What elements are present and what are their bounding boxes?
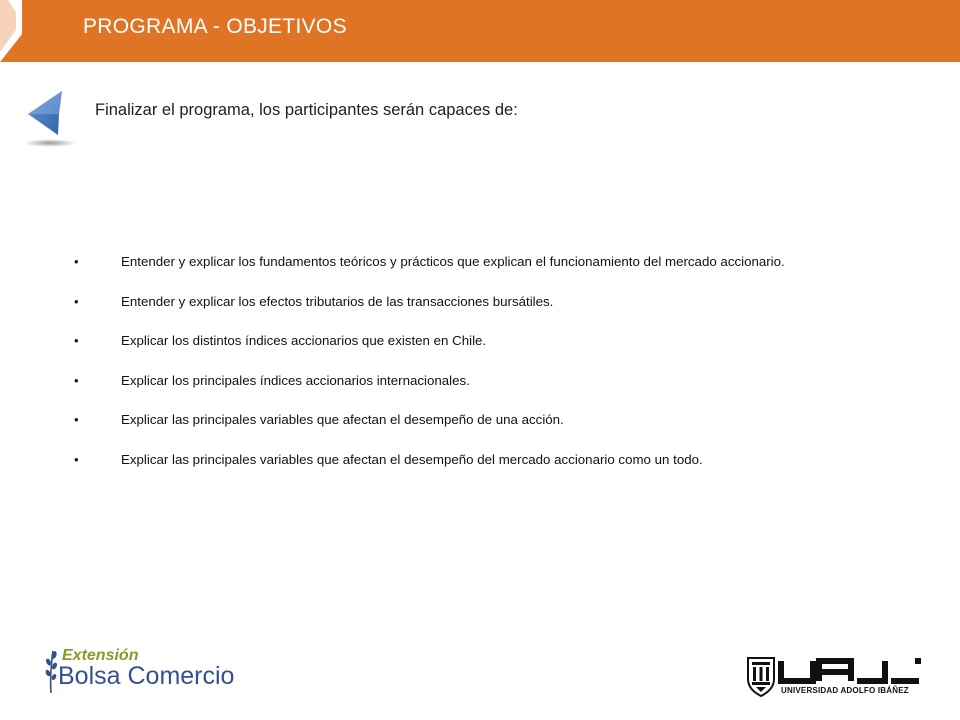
objective-text: Explicar los principales índices accionarios internacionales. — [121, 372, 470, 388]
bullet: • — [74, 293, 79, 309]
uai-caption: UNIVERSIDAD ADOLFO IBÁÑEZ — [781, 686, 909, 695]
objective-text: Explicar las principales variables que afectan el desempeño del mercado accionario como un todo. — [121, 451, 703, 467]
bullet: • — [74, 333, 79, 349]
logo-line-1: Extensión — [62, 647, 139, 664]
logo-line-2: Bolsa Comercio — [58, 662, 235, 690]
uai-logo — [747, 655, 923, 699]
objective-text: Entender y explicar los fundamentos teóricos y prácticos que explican el funcionamiento del mercado accionario. — [121, 254, 785, 269]
objective-text: Explicar las principales variables que afectan el desempeño de una acción. — [121, 412, 564, 428]
bullet: • — [74, 254, 79, 269]
extension-bolsa-comercio-logo — [44, 645, 249, 695]
list-item — [74, 294, 934, 334]
objectives-list — [74, 254, 934, 492]
list-item — [74, 373, 934, 413]
bullet: • — [74, 412, 79, 428]
sprig-icon — [44, 649, 58, 693]
list-item — [74, 254, 934, 294]
intro-text: Finalizar el programa, los participantes serán capaces de: — [95, 101, 518, 119]
bullet: • — [74, 372, 79, 388]
blue-arrow-icon — [22, 88, 80, 150]
bullet: • — [74, 451, 79, 467]
objective-text: Explicar los distintos índices accionarios que existen en Chile. — [121, 333, 487, 349]
objective-text: Entender y explicar los efectos tributarios de las transacciones bursátiles. — [121, 293, 554, 309]
crest-icon — [748, 658, 774, 696]
page-title: PROGRAMA - OBJETIVOS — [83, 15, 347, 38]
list-item — [74, 452, 934, 492]
list-item — [74, 333, 934, 373]
list-item — [74, 412, 934, 452]
title-banner — [0, 0, 960, 62]
